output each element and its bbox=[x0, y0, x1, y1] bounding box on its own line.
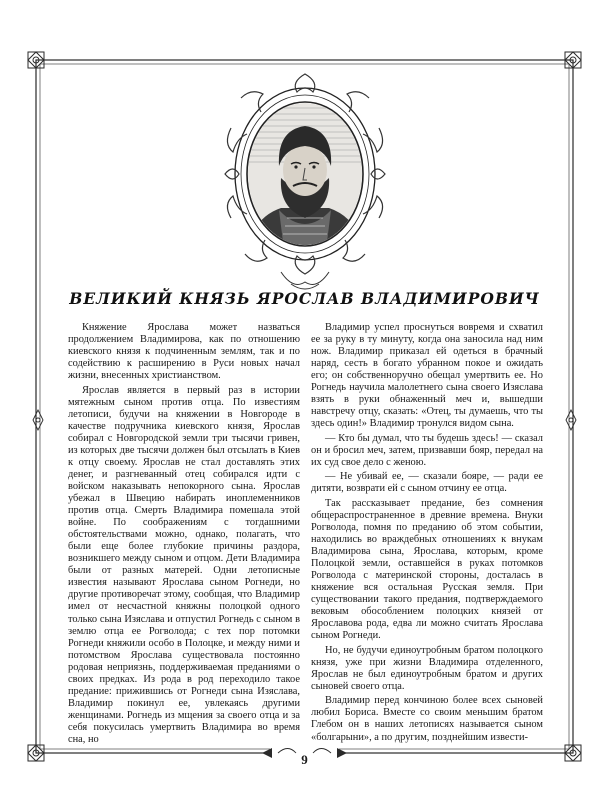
prince-portrait-icon bbox=[221, 68, 389, 294]
page-title: ВЕЛИКИЙ КНЯЗЬ ЯРОСЛАВ ВЛАДИМИРОВИЧ bbox=[69, 289, 540, 308]
text-column-right bbox=[311, 322, 543, 746]
paragraph: Княжение Ярослава может назваться продолжением Владимирова, как по отношению киевского князя к подчиненным землям, так и по содействию к расширению в Руси новых начал жизни, внесенных христианством. bbox=[68, 322, 300, 382]
paragraph: Но, не будучи единоутробным братом полоцкого князя, уже при жизни Владимира отделенного, Ярослав не был единоутробным братом и других сыновей своего отца. bbox=[311, 644, 543, 692]
paragraph: Ярослав является в первый раз в истории мятежным сыном против отца. По известиям летописи, будучи на княжении в Новгороде в качестве подручника киевского князя, Ярослав собирал с Новгородской земли три тысячи гривен, из которых две тысячи должен был отсылать в Киев к отцу своему. Ярослав не стал доставлять этих денег, и разгневанный отец собирался идти с войском наказывать непокорного сына. Ярослав убежал в Швецию набирать иноплеменников против отца. Смерть Владимира помешала этой войне. По соображениям с тогдашними обстоятельствами можно, однако, полагать, что были еще более глубокие причины раздора, возникшего между сыном и отцом. Дети Владимира были от разных матерей. Одни летописные известия называют Ярослава сыном Рогнеди, но другие противоречат этому, сообщая, что Владимир имел от несчастной княжны полоцкой одного только сына Изяслава и отпустил Рогнедь с сыном в землю отца ее Рогволода; с тех пор потомки Рогнеди княжили особо в Полоцке, и между ними и потомством Ярослава существовала постоянно родовая неприязнь, поддерживаемая преданиями о своих предках. Из рода в род переходило такое предание: прижившись от Рогнеди сына Изяслава, Владимир покинул ее, увлекаясь другими женщинами. Рогнедь из мщения за своего отца и за себя покусилась умертвить Владимира во время сна, но bbox=[68, 384, 300, 745]
side-ornament-right bbox=[566, 410, 576, 430]
page-number: 9 bbox=[301, 752, 308, 767]
paragraph: Владимир успел проснуться вовремя и схватил ее за руку в ту минуту, когда она заносила над ним нож. Владимир приказал ей одеться в брачный наряд, сесть в богато убранном покое и ожидать его; он собственноручно обещал умертвить ее. Но Рогнедь научила малолетнего сына своего Изяслава взять в руки обнаженный меч и, вышедши навстречу отцу, сказать: «Отец, ты думаешь, что ты здесь один!» Владимир тронулся видом сына. bbox=[311, 322, 543, 430]
paragraph: Владимир перед кончиною более всех сыновей любил Бориса. Вместе со своим меньшим братом Глебом он в наших летописях называется сыном «болгарыни», а по другим, позднейшим извести- bbox=[311, 695, 543, 743]
paragraph: Так рассказывает предание, без сомнения общераспространенное в древние времена. Внуки Рогволода, помня по преданию об этом событии, находились во враждебных отношениях к внукам Владимирова сына, Ярослава, которым, кроме Полоцкой земли, оставшейся в руках потомков Рогволода с материнской стороны, досталась в княжение вся остальная Русская земля. При существовании такого предания, подтверждаемого вековым обособлением полоцких князей от Ярославова рода, едва ли можно считать Ярослава сыном Рогнеди. bbox=[311, 497, 543, 642]
paragraph: — Не убивай ее, — сказали бояре, — ради ее дитяти, возврати ей с сыном отчину ее отца. bbox=[311, 471, 543, 495]
paragraph: — Кто бы думал, что ты будешь здесь! — сказал он и бросил меч, затем, призвавши бояр, передал на их суд свое дело с женою. bbox=[311, 432, 543, 468]
text-column-left bbox=[68, 322, 300, 748]
side-ornament-left bbox=[33, 410, 43, 430]
